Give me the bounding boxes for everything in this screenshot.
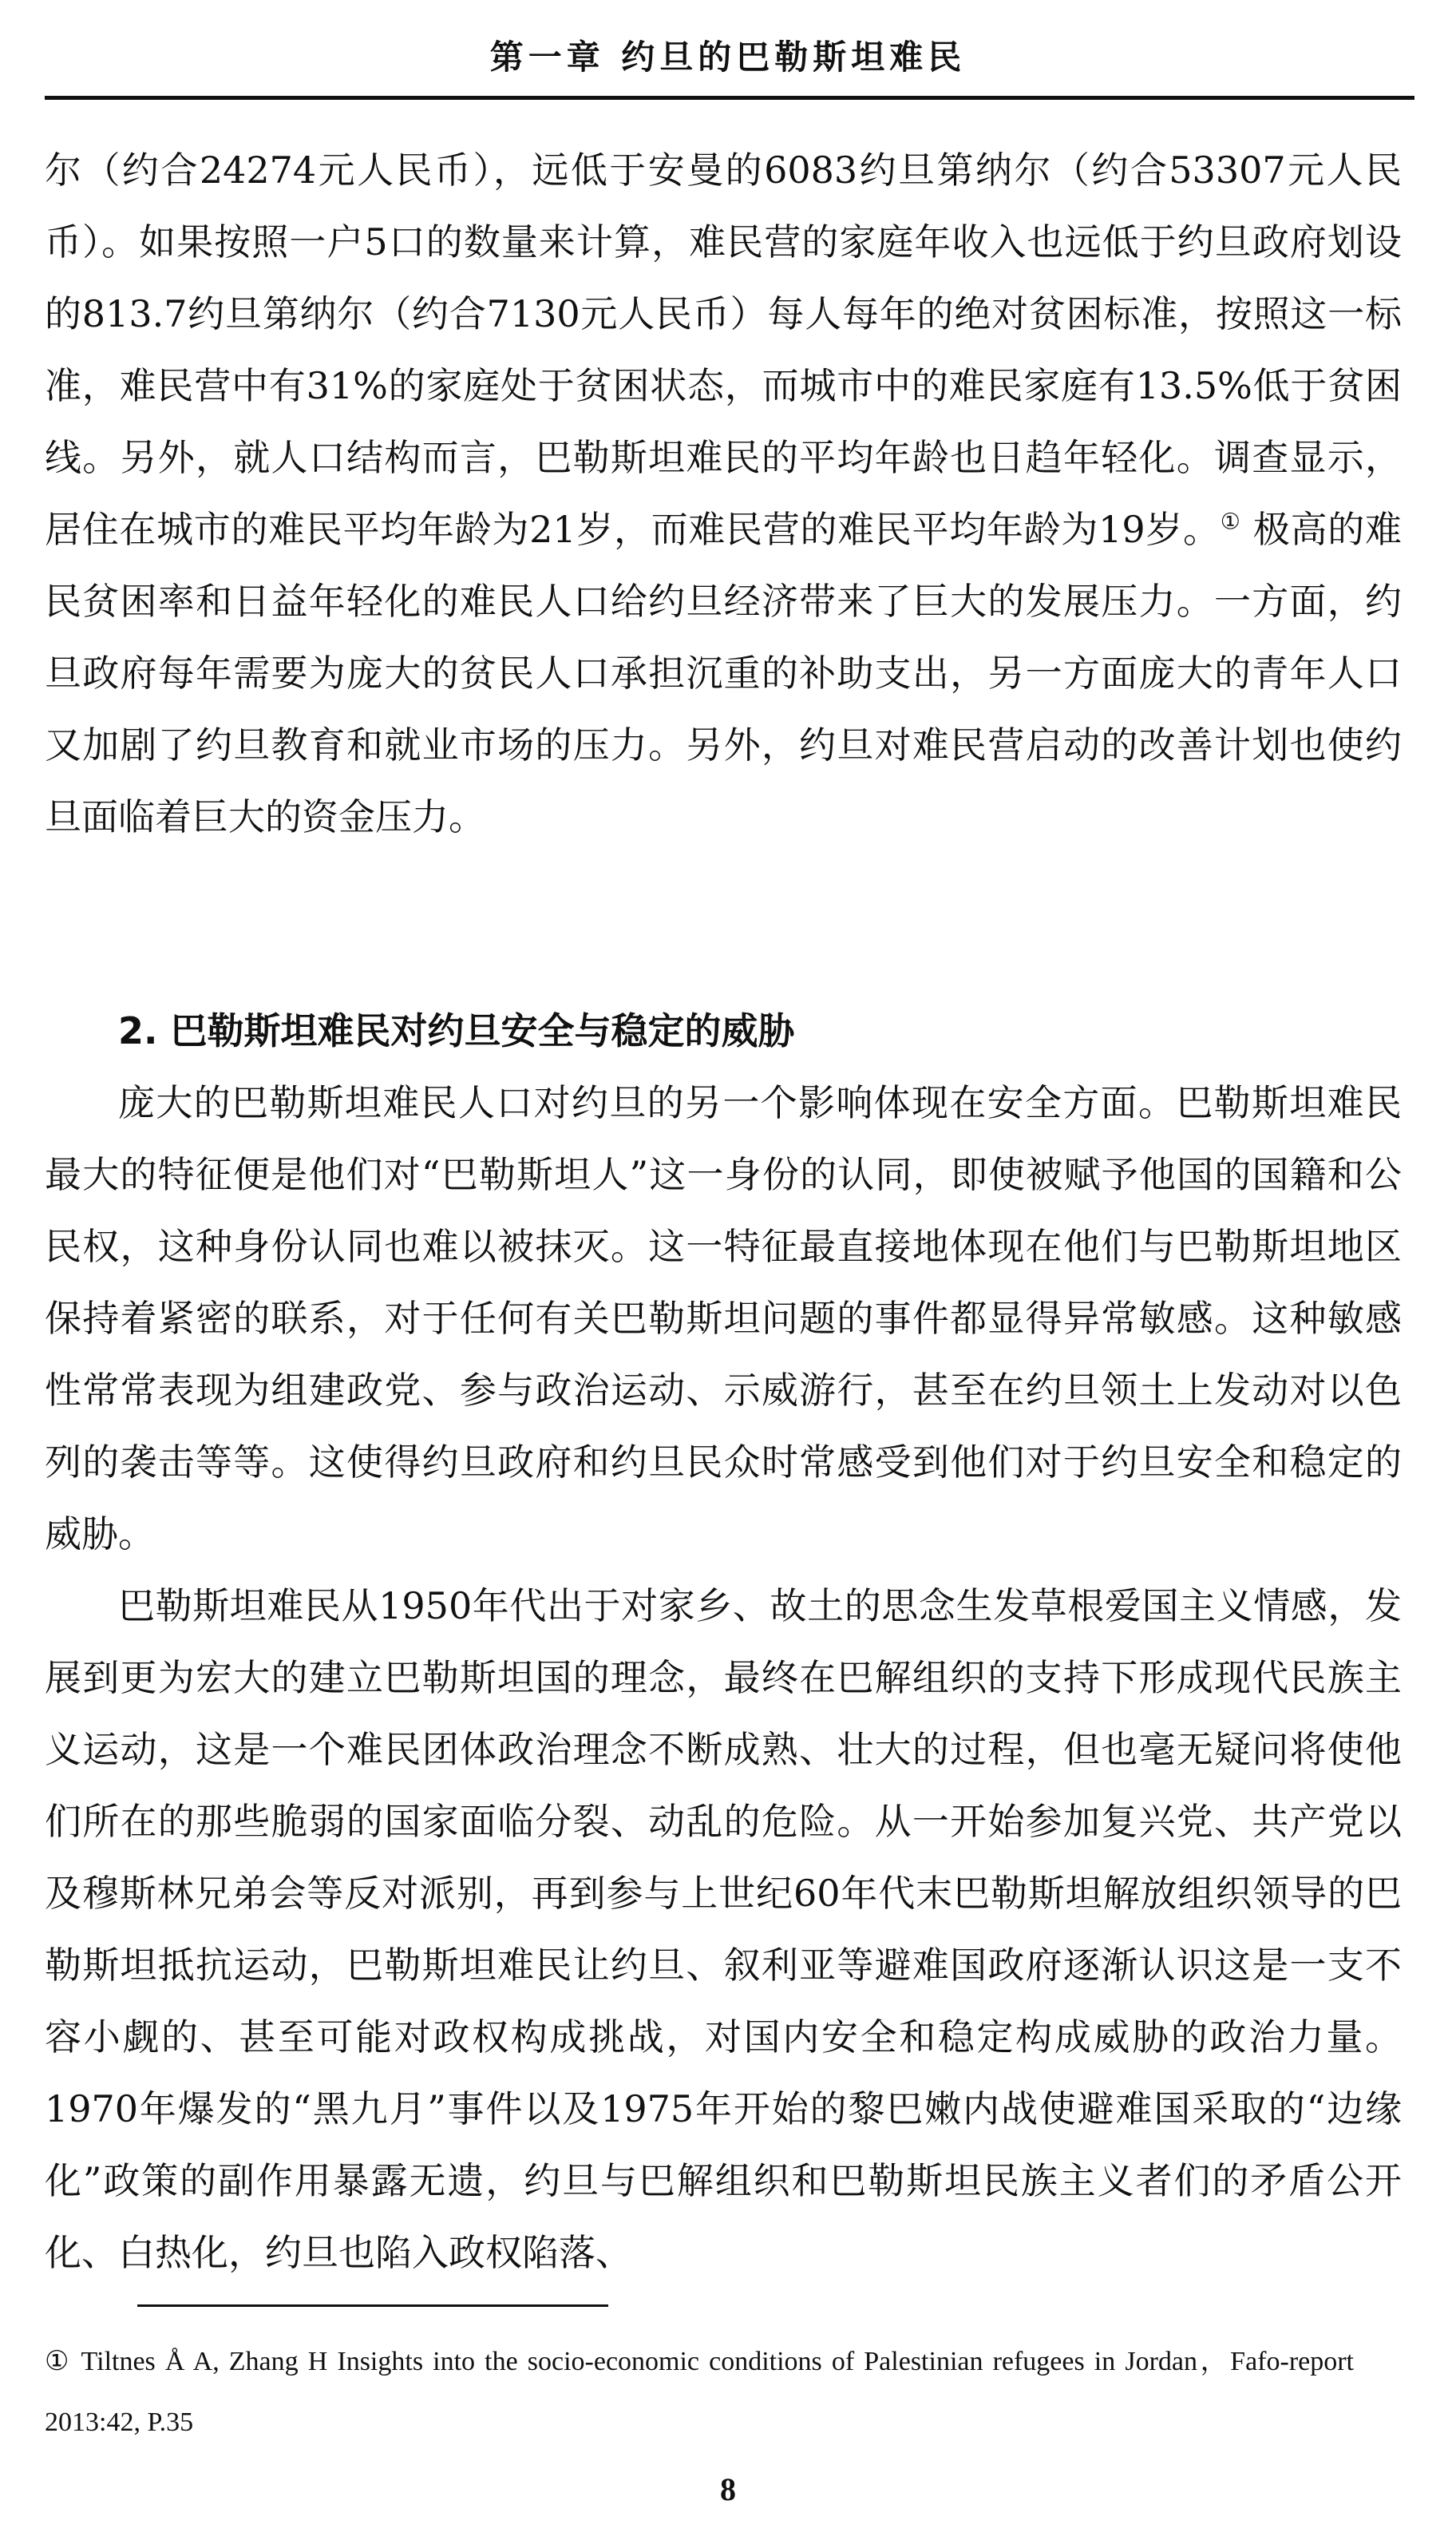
section-spacer — [45, 853, 1402, 995]
paragraph-text-continued: 极高的难民贫困率和日益年轻化的难民人口给约旦经济带来了巨大的发展压力。一方面，约旦政府每年需要为庞大的贫民人口承担沉重的补助支出，另一方面庞大的青年人口又加剧了约旦教育和就业市场的压力。另外，约旦对难民营启动的改善计划也使约旦面临着巨大的资金压力。 — [45, 508, 1403, 838]
footnote-rule — [137, 2304, 608, 2307]
main-text — [45, 134, 1402, 2288]
paragraph: 巴勒斯坦难民从1950年代出于对家乡、故土的思念生发草根爱国主义情感，发展到更为宏大的建立巴勒斯坦国的理念，最终在巴解组织的支持下形成现代民族主义运动，这是一个难民团体政治理念不断成熟、壮大的过程，但也毫无疑问将使他们所在的那些脆弱的国家面临分裂、动乱的危险。从一开始参加复兴党、共产党以及穆斯林兄弟会等反对派别，再到参与上世纪60年代末巴勒斯坦解放组织领导的巴勒斯坦抵抗运动，巴勒斯坦难民让约旦、叙利亚等避难国政府逐渐认识这是一支不容小觑的、甚至可能对政权构成挑战，对国内安全和稳定构成威胁的政治力量。1970年爆发的“黑九月”事件以及1975年开始的黎巴嫩内战使避难国采取的“边缘化”政策的副作用暴露无遗，约旦与巴解组织和巴勒斯坦民族主义者们的矛盾公开化、白热化，约旦也陷入政权陷落、 — [45, 1584, 1402, 2274]
running-header-title: 第一章 约旦的巴勒斯坦难民 — [489, 38, 967, 77]
paragraph-continued — [45, 134, 1402, 853]
paragraph: 庞大的巴勒斯坦难民人口对约旦的另一个影响体现在安全方面。巴勒斯坦难民最大的特征便是他们对“巴勒斯坦人”这一身份的认同，即使被赋予他国的国籍和公民权，这种身份认同也难以被抹灭。这一特征最直接地体现在他们与巴勒斯坦地区保持着紧密的联系，对于任何有关巴勒斯坦问题的事件都显得异常敏感。这种敏感性常常表现为组建政党、参与政治运动、示威游行，甚至在约旦领土上发动对以色列的袭击等等。这使得约旦政府和约旦民众时常感受到他们对于约旦安全和稳定的威胁。 — [45, 1081, 1402, 1555]
page-number: 8 — [720, 2471, 736, 2507]
footnote — [45, 2332, 1354, 2453]
footnote-text: ① Tiltnes Å A, Zhang H Insights into the socio-economic conditions of Palestinian refugees in Jordan，Fafo-report 2013:42, P.35 — [45, 2347, 1354, 2437]
section-heading: 2. 巴勒斯坦难民对约旦安全与稳定的威胁 — [118, 1009, 795, 1052]
footnote-reference[interactable]: ① — [1220, 508, 1241, 535]
header-rule — [45, 96, 1414, 100]
paragraph-text: 尔（约合24274元人民币），远低于安曼的6083约旦第纳尔（约合53307元人民币）。如果按照一户5口的数量来计算，难民营的家庭年收入也远低于约旦政府划设的813.7约旦第纳尔（约合7130元人民币）每人每年的绝对贫困标准，按照这一标准，难民营中有31%的家庭处于贫困状态，而城市中的难民家庭有13.5%低于贫困线。另外，就人口结构而言，巴勒斯坦难民的平均年龄也日趋年轻化。调查显示，居住在城市的难民平均年龄为21岁，而难民营的难民平均年龄为19岁。 — [45, 149, 1402, 551]
